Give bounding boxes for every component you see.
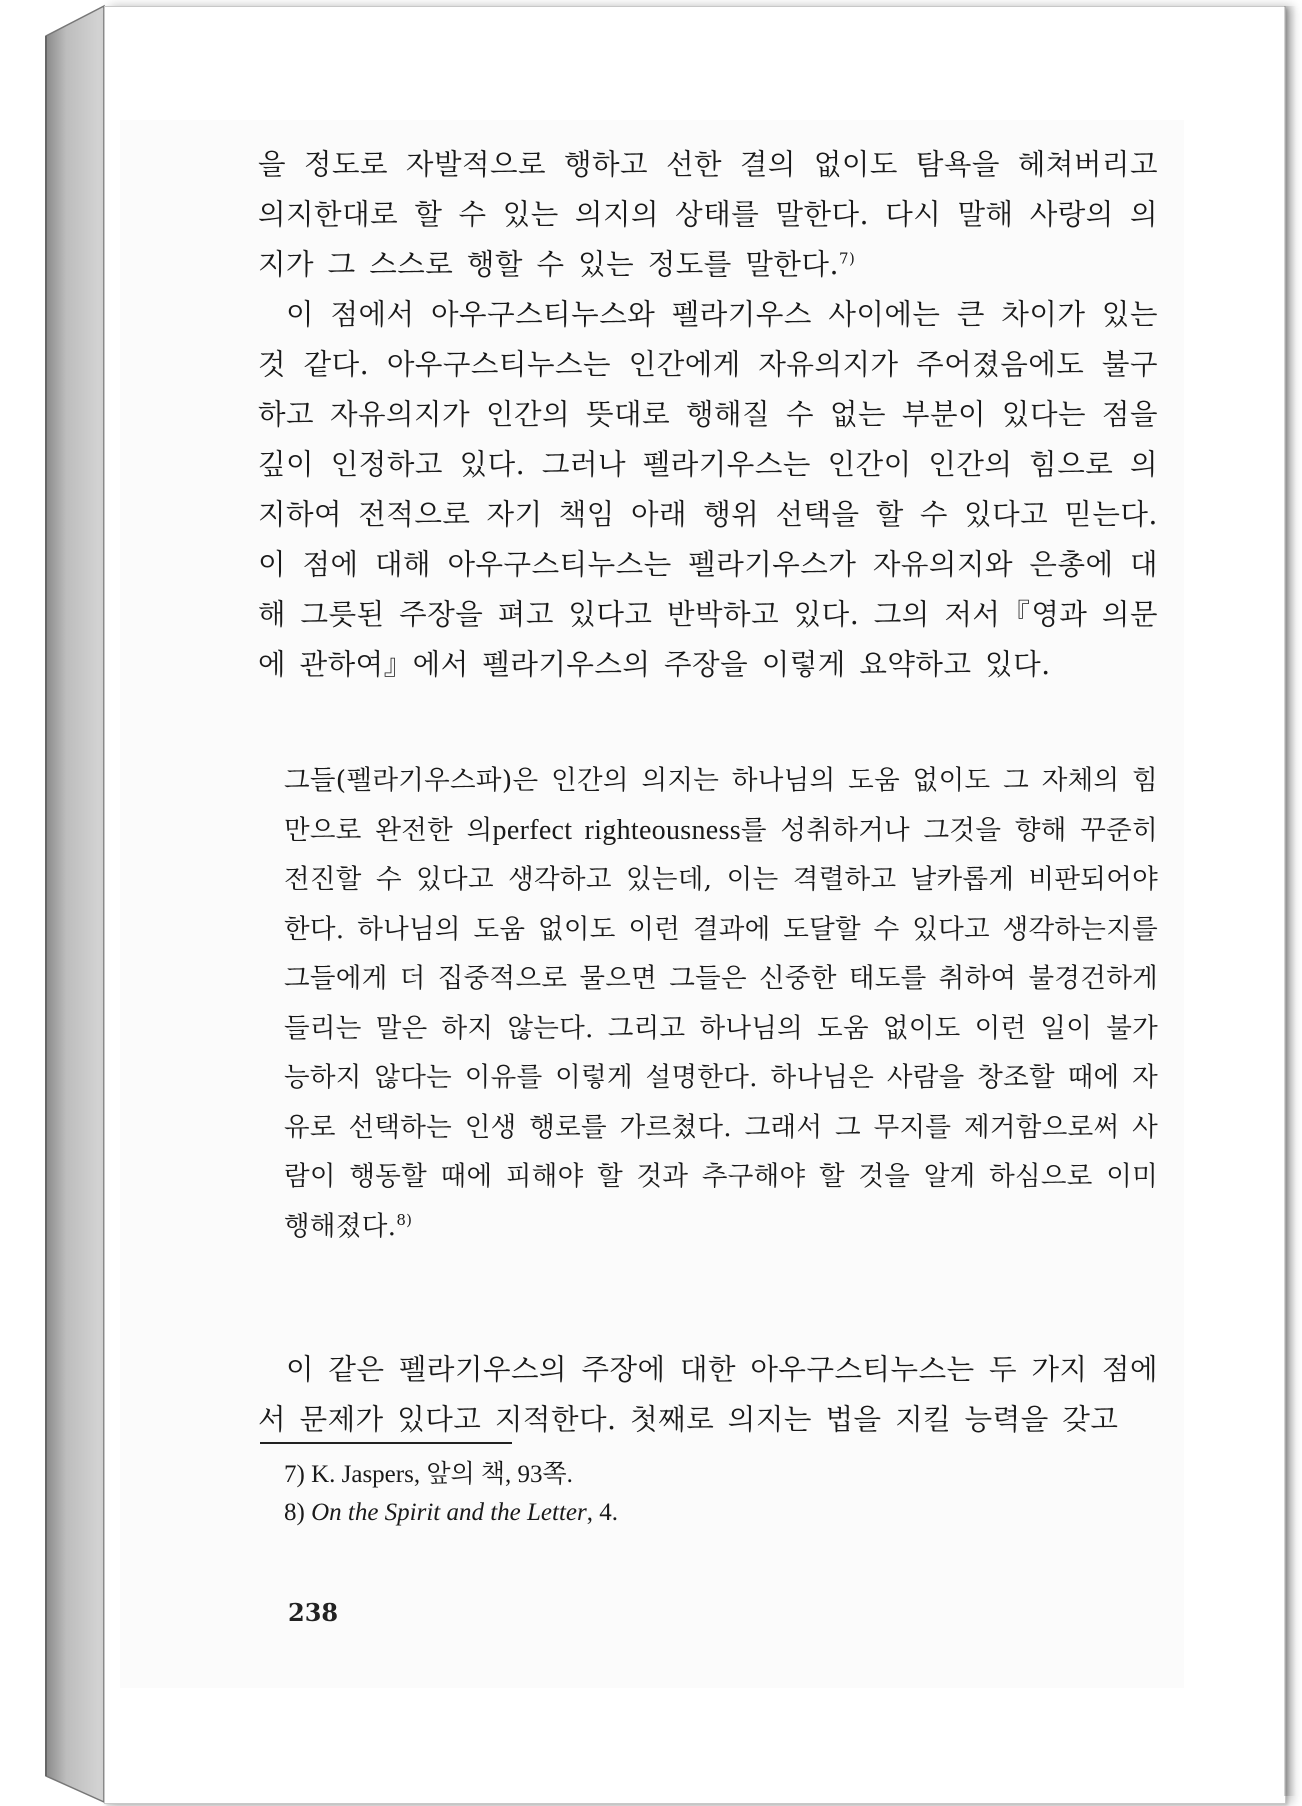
quote-english-term: perfect righteousness — [492, 814, 741, 846]
page-body-top — [258, 140, 1158, 690]
footnote: 8) On the Spirit and the Letter, 4. — [284, 1499, 618, 1526]
footnote-marker[interactable]: 8) — [396, 1210, 413, 1229]
footnote-marker[interactable]: 7) — [839, 249, 856, 268]
block-quote: 그들(펠라기우스파)은 인간의 의지는 하나님의 도움 없이도 그 자체의 힘만으로 완전한 의perfect righteousness를 성취하거나 그것을 향해 꾸준히 전진할 수 있다고 생각하고 있는데, 이는 격렬하고 날카롭게 비판되어야 한다. 하나님의 도움 없이도 이런 결과에 도달할 수 있다고 생각하는지를 그들에게 더 집중적으로 물으면 그들은 신중한 태도를 취하여 불경건하게 들리는 말은 하지 않는다. 그리고 하나님의 도움 없이도 이런 일이 불가능하지 않다는 이유를 이렇게 설명한다. 하나님은 사람을 창조할 때에 자유로 선택하는 인생 행로를 가르쳤다. 그래서 그 무지를 제거함으로써 사람이 행동할 때에 피해야 할 것과 추구해야 할 것을 알게 하심으로 이미 행해졌다.$^{8)}$ — [284, 765, 1158, 1242]
footnote: 7) K. Jaspers, 앞의 책, 93쪽. — [284, 1461, 573, 1488]
footnote-divider — [260, 1442, 512, 1444]
footnotes — [284, 1456, 1084, 1532]
body-paragraph: 이 점에서 아우구스티누스와 펠라기우스 사이에는 큰 차이가 있는 것 같다. 아우구스티누스는 인간에게 자유의지가 주어졌음에도 불구하고 자유의지가 인간의 뜻대로 행해질 수 없는 부분이 있다는 점을 깊이 인정하고 있다. 그러나 펠라기우스는 인간이 인간의 힘으로 의지하여 전적으로 자기 책임 아래 행위 선택을 할 수 있다고 믿는다. 이 점에 대해 아우구스티누스는 펠라기우스가 자유의지와 은총에 대해 그릇된 주장을 펴고 있다고 반박하고 있다. 그의 저서『영과 의문에 관하여』에서 펠라기우스의 주장을 이렇게 요약하고 있다. — [258, 298, 1158, 681]
page-edge-shadow — [1284, 6, 1296, 1796]
body-paragraph: 이 같은 펠라기우스의 주장에 대한 아우구스티누스는 두 가지 점에서 문제가 있다고 지적한다. 첫째로 의지는 법을 지킬 능력을 갖고 — [258, 1352, 1158, 1436]
body-paragraph: 을 정도로 자발적으로 행하고 선한 결의 없이도 탐욕을 헤쳐버리고 의지한대로 할 수 있는 의지의 상태를 말한다. 다시 말해 사랑의 의지가 그 스스로 행할 수 있는 정도를 말한다.$^{7)}$ — [258, 148, 1158, 281]
page-number: 238 — [288, 1598, 339, 1627]
